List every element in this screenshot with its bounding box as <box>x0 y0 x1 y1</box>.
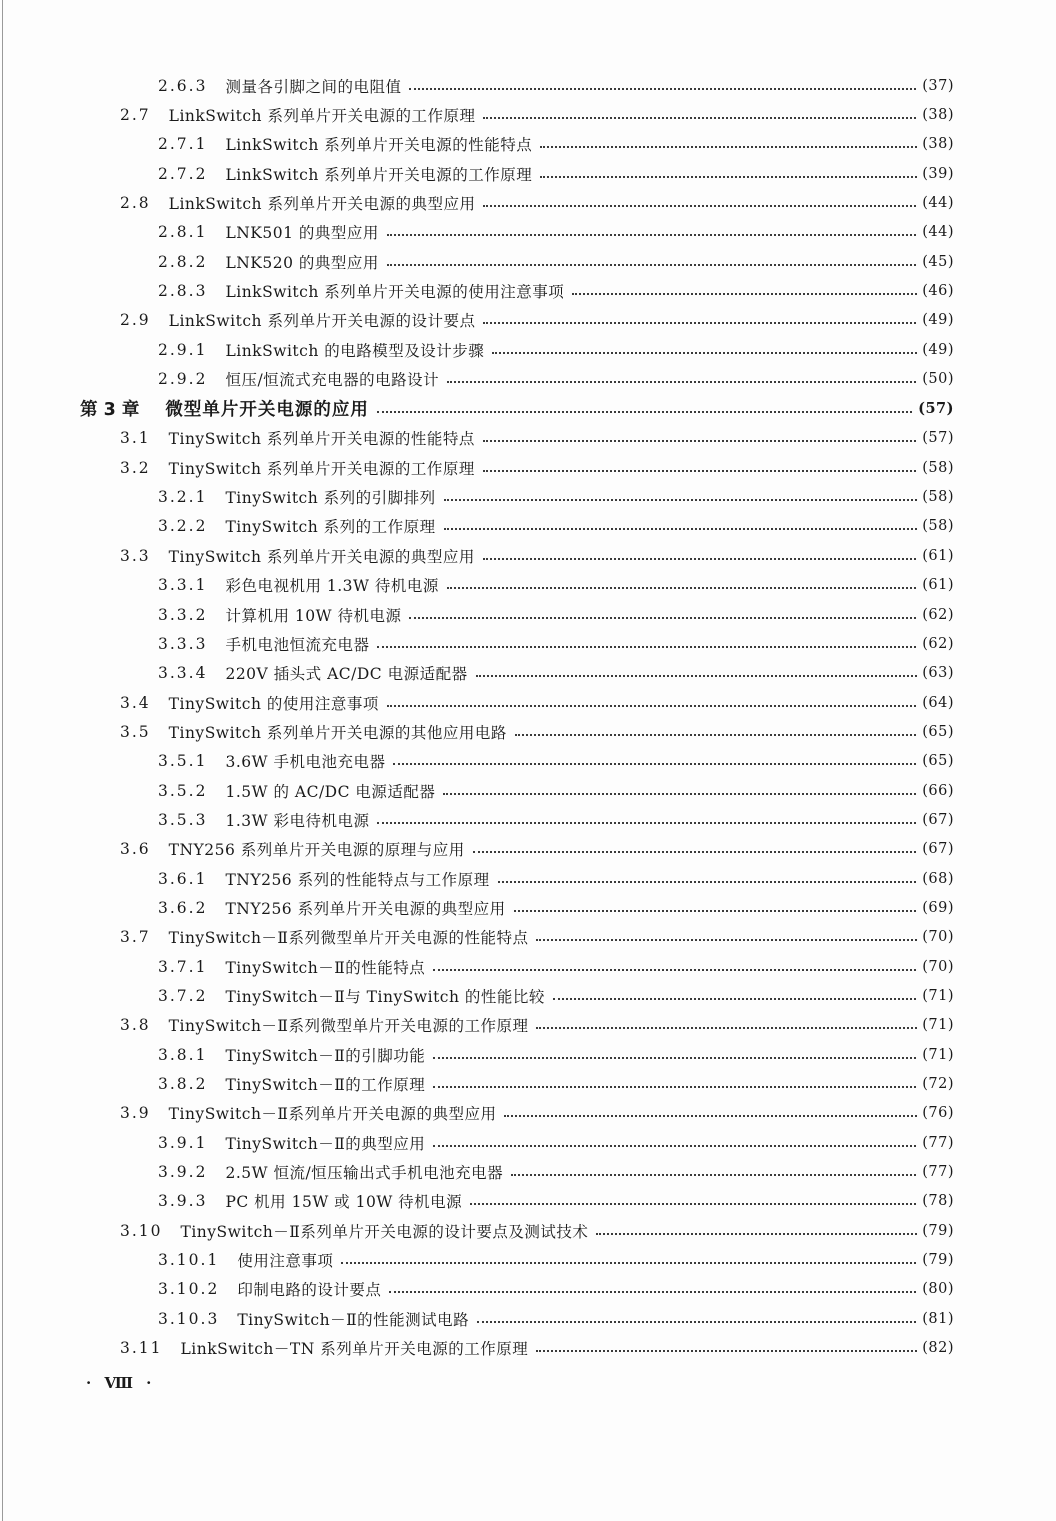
page-number-footer: · Ⅷ · <box>86 1374 156 1392</box>
toc-entry-number: 2.8.3 <box>158 282 208 301</box>
toc-entry-row[interactable] <box>0 1040 1056 1069</box>
toc-page-number: (49) <box>918 312 954 328</box>
toc-dot-leader <box>377 820 948 824</box>
toc-entry-number: 3.1 <box>120 429 151 448</box>
toc-dot-leader <box>492 350 948 354</box>
toc-dot-leader <box>393 761 948 765</box>
toc-dot-leader <box>536 1025 948 1029</box>
toc-entry-title: TinySwitch 系列的工作原理 <box>225 518 436 537</box>
toc-page-number: (37) <box>918 78 954 94</box>
toc-entry-number: 2.6.3 <box>158 76 208 95</box>
toc-entry-row[interactable] <box>0 952 1056 981</box>
toc-page-number: (58) <box>918 489 954 505</box>
toc-dot-leader <box>433 1143 948 1147</box>
toc-entry-title: TinySwitch－Ⅱ的性能特点 <box>225 958 426 977</box>
toc-entry-title: TinySwitch－Ⅱ的性能测试电路 <box>237 1310 470 1329</box>
toc-dot-leader <box>536 937 948 941</box>
toc-dot-leader <box>387 262 948 266</box>
toc-dot-leader <box>483 468 948 472</box>
toc-page-number: (38) <box>918 136 954 152</box>
toc-entry-number: 3.9.2 <box>158 1163 208 1182</box>
toc-entry-row[interactable] <box>0 805 1056 834</box>
toc-entry-row[interactable] <box>0 71 1056 100</box>
toc-entry-row[interactable] <box>0 453 1056 482</box>
toc-entry-row[interactable] <box>0 1304 1056 1333</box>
toc-page-number: (79) <box>918 1252 954 1268</box>
toc-entry-title: LNK501 的典型应用 <box>225 224 379 243</box>
toc-entry-row[interactable] <box>0 100 1056 129</box>
toc-page-number: (57) <box>918 430 954 446</box>
toc-entry-number: 3.8 <box>120 1016 151 1035</box>
toc-page-number: (58) <box>918 518 954 534</box>
toc-entry-number: 第 3 章 <box>80 400 140 421</box>
toc-entry-row[interactable] <box>0 218 1056 247</box>
toc-dot-leader <box>498 879 948 883</box>
toc-entry-row[interactable] <box>0 571 1056 600</box>
toc-entry-row[interactable] <box>0 629 1056 658</box>
toc-entry-number: 3.2 <box>120 458 151 477</box>
toc-page-number: (67) <box>918 812 954 828</box>
toc-dot-leader <box>483 438 948 442</box>
toc-dot-leader <box>515 732 948 736</box>
toc-entry-number: 2.7 <box>120 106 151 125</box>
toc-entry-title: 1.5W 的 AC/DC 电源适配器 <box>225 782 436 801</box>
toc-entry-title: LinkSwitch 系列单片开关电源的工作原理 <box>168 107 476 126</box>
toc-entry-title: 3.6W 手机电池充电器 <box>225 753 386 772</box>
toc-page-number: (80) <box>918 1281 954 1297</box>
toc-page-number: (70) <box>918 929 954 945</box>
toc-dot-leader <box>443 791 948 795</box>
toc-entry-title: TNY256 系列的性能特点与工作原理 <box>225 870 490 889</box>
toc-dot-leader <box>483 556 948 560</box>
toc-entry-number: 2.8 <box>120 194 151 213</box>
toc-dot-leader <box>477 1319 948 1323</box>
toc-dot-leader <box>483 320 948 324</box>
toc-entry-row[interactable] <box>0 424 1056 453</box>
toc-page-number: (44) <box>918 224 954 240</box>
toc-dot-leader <box>572 291 948 295</box>
toc-entry-title: TinySwitch 系列单片开关电源的其他应用电路 <box>168 723 507 742</box>
toc-dot-leader <box>444 526 948 530</box>
toc-dot-leader <box>433 1084 948 1088</box>
toc-entry-number: 3.9.1 <box>158 1133 208 1152</box>
toc-page-number: (78) <box>918 1193 954 1209</box>
toc-page-number: (82) <box>918 1340 954 1356</box>
toc-entry-title: TinySwitch 系列单片开关电源的典型应用 <box>168 547 475 566</box>
toc-entry-number: 3.10.1 <box>158 1251 220 1270</box>
toc-entry-row[interactable] <box>0 747 1056 776</box>
toc-entry-title: 使用注意事项 <box>237 1252 334 1271</box>
toc-entry-row[interactable] <box>0 835 1056 864</box>
toc-entry-title: TinySwitch－Ⅱ与 TinySwitch 的性能比较 <box>225 987 545 1006</box>
toc-page-number: (58) <box>918 460 954 476</box>
toc-entry-row[interactable] <box>0 1069 1056 1098</box>
toc-entry-title: LinkSwitch－TN 系列单片开关电源的工作原理 <box>180 1340 529 1359</box>
toc-entry-number: 3.3.2 <box>158 605 208 624</box>
toc-entry-title: 测量各引脚之间的电阻值 <box>225 77 402 96</box>
toc-dot-leader <box>377 644 948 648</box>
toc-entry-title: TinySwitch－Ⅱ系列单片开关电源的典型应用 <box>168 1105 497 1124</box>
toc-entry-title: LinkSwitch 的电路模型及设计步骤 <box>225 341 485 360</box>
toc-entry-number: 3.7.2 <box>158 986 208 1005</box>
toc-entry-row[interactable] <box>0 893 1056 922</box>
toc-dot-leader <box>433 1055 948 1059</box>
toc-entry-title: TinySwitch 的使用注意事项 <box>168 694 379 713</box>
toc-entry-row[interactable] <box>0 188 1056 217</box>
toc-entry-row[interactable] <box>0 1157 1056 1186</box>
toc-dot-leader <box>341 1260 948 1264</box>
toc-entry-row[interactable] <box>0 159 1056 188</box>
toc-entry-row[interactable] <box>0 130 1056 159</box>
toc-dot-leader <box>387 703 948 707</box>
toc-dot-leader <box>511 1172 948 1176</box>
toc-entry-number: 2.7.1 <box>158 135 208 154</box>
toc-entry-row[interactable] <box>0 1011 1056 1040</box>
toc-page-number: (62) <box>918 607 954 623</box>
toc-dot-leader <box>596 1231 948 1235</box>
toc-page-number: (65) <box>918 753 954 769</box>
toc-entry-row[interactable] <box>0 717 1056 746</box>
toc-entry-row[interactable] <box>0 364 1056 393</box>
toc-entry-number: 2.7.2 <box>158 164 208 183</box>
toc-entry-number: 3.7 <box>120 928 151 947</box>
toc-entry-title: TinySwitch 系列单片开关电源的性能特点 <box>168 430 475 449</box>
toc-entry-number: 2.9.2 <box>158 370 208 389</box>
toc-page-number: (61) <box>918 548 954 564</box>
toc-entry-row[interactable] <box>0 306 1056 335</box>
toc-entry-number: 3.11 <box>120 1339 163 1358</box>
toc-dot-leader <box>483 203 948 207</box>
toc-entry-number: 3.8.1 <box>158 1045 208 1064</box>
toc-entry-title: LNK520 的典型应用 <box>225 253 379 272</box>
toc-entry-title: LinkSwitch 系列单片开关电源的使用注意事项 <box>225 283 565 302</box>
toc-page-number: (72) <box>918 1076 954 1092</box>
toc-entry-number: 3.5.2 <box>158 781 208 800</box>
toc-entry-title: TNY256 系列单片开关电源的原理与应用 <box>168 841 465 860</box>
toc-entry-title: 1.3W 彩电待机电源 <box>225 811 370 830</box>
toc-entry-number: 3.9.3 <box>158 1192 208 1211</box>
toc-entry-row[interactable] <box>0 1216 1056 1245</box>
toc-entry-title: TinySwitch－Ⅱ系列单片开关电源的设计要点及测试技术 <box>180 1222 589 1241</box>
toc-entry-number: 3.10.2 <box>158 1280 220 1299</box>
toc-entry-title: PC 机用 15W 或 10W 待机电源 <box>225 1193 463 1212</box>
toc-page-number: (69) <box>918 900 954 916</box>
toc-entry-number: 3.3.4 <box>158 664 208 683</box>
toc-page-number: (57) <box>914 400 954 417</box>
toc-entry-row[interactable] <box>0 512 1056 541</box>
toc-entry-row[interactable] <box>0 923 1056 952</box>
toc-entry-number: 3.5.3 <box>158 810 208 829</box>
toc-entry-row[interactable] <box>0 1333 1056 1362</box>
toc-entry-number: 2.9.1 <box>158 340 208 359</box>
toc-entry-number: 3.4 <box>120 693 151 712</box>
toc-dot-leader <box>514 908 948 912</box>
toc-entry-row[interactable] <box>0 688 1056 717</box>
toc-entry-number: 3.6.2 <box>158 898 208 917</box>
toc-entry-title: 恒压/恒流式充电器的电路设计 <box>225 371 440 390</box>
toc-entry-title: TinySwitch－Ⅱ系列微型单片开关电源的工作原理 <box>168 1017 529 1036</box>
toc-entry-number: 3.3.1 <box>158 576 208 595</box>
toc-page-number: (77) <box>918 1135 954 1151</box>
toc-page-number: (44) <box>918 195 954 211</box>
toc-entry-row[interactable] <box>0 659 1056 688</box>
toc-entry-title: 2.5W 恒流/恒压输出式手机电池充电器 <box>225 1164 504 1183</box>
toc-page-number: (71) <box>918 1017 954 1033</box>
toc-entry-title: LinkSwitch 系列单片开关电源的设计要点 <box>168 312 476 331</box>
toc-entry-title: 220V 插头式 AC/DC 电源适配器 <box>225 665 468 684</box>
toc-dot-leader <box>483 115 948 119</box>
toc-page-number: (62) <box>918 636 954 652</box>
toc-entry-row[interactable] <box>0 1245 1056 1274</box>
toc-page-number: (67) <box>918 841 954 857</box>
toc-dot-leader <box>473 849 948 853</box>
toc-entry-number: 3.7.1 <box>158 957 208 976</box>
toc-dot-leader <box>447 379 948 383</box>
toc-dot-leader <box>433 967 948 971</box>
toc-page-number: (39) <box>918 166 954 182</box>
toc-entry-row[interactable] <box>0 1275 1056 1304</box>
toc-entry-title: TNY256 系列单片开关电源的典型应用 <box>225 899 506 918</box>
toc-entry-number: 3.10 <box>120 1221 163 1240</box>
toc-entry-title: LinkSwitch 系列单片开关电源的工作原理 <box>225 165 533 184</box>
toc-entry-number: 3.3 <box>120 546 151 565</box>
toc-entry-number: 3.5.1 <box>158 752 208 771</box>
toc-page-number: (76) <box>918 1105 954 1121</box>
toc-page-number: (38) <box>918 107 954 123</box>
toc-entry-number: 2.8.1 <box>158 223 208 242</box>
toc-entry-row[interactable] <box>0 864 1056 893</box>
toc-entry-title: 印制电路的设计要点 <box>237 1281 382 1300</box>
toc-entry-title: TinySwitch－Ⅱ的典型应用 <box>225 1134 426 1153</box>
toc-page-number: (66) <box>918 783 954 799</box>
toc-page-number: (71) <box>918 988 954 1004</box>
toc-page-number: (79) <box>918 1223 954 1239</box>
toc-dot-leader <box>540 174 948 178</box>
toc-dot-leader <box>377 409 948 413</box>
toc-page-number: (45) <box>918 254 954 270</box>
toc-entry-number: 3.5 <box>120 722 151 741</box>
toc-page-number: (61) <box>918 577 954 593</box>
toc-entry-number: 3.2.1 <box>158 488 208 507</box>
toc-dot-leader <box>444 497 948 501</box>
toc-entry-row[interactable] <box>0 1128 1056 1157</box>
toc-entry-row[interactable] <box>0 600 1056 629</box>
toc-dot-leader <box>387 232 948 236</box>
toc-entry-number: 3.2.2 <box>158 517 208 536</box>
toc-entry-title: 手机电池恒流充电器 <box>225 635 370 654</box>
toc-dot-leader <box>409 86 948 90</box>
toc-entry-row[interactable] <box>0 276 1056 305</box>
toc-entry-row[interactable] <box>0 335 1056 364</box>
toc-page-number: (49) <box>918 342 954 358</box>
toc-entry-title: LinkSwitch 系列单片开关电源的性能特点 <box>225 136 533 155</box>
toc-dot-leader <box>476 673 948 677</box>
toc-entry-row[interactable] <box>0 1187 1056 1216</box>
toc-entry-title: 彩色电视机用 1.3W 待机电源 <box>225 577 439 596</box>
toc-entry-row[interactable] <box>0 541 1056 570</box>
toc-chapter-row[interactable] <box>0 394 1056 424</box>
toc-dot-leader <box>470 1201 948 1205</box>
toc-entry-number: 2.8.2 <box>158 252 208 271</box>
toc-dot-leader <box>447 585 948 589</box>
toc-page-number: (68) <box>918 871 954 887</box>
toc-entry-number: 3.10.3 <box>158 1309 220 1328</box>
toc-page-number: (65) <box>918 724 954 740</box>
toc-page-number: (71) <box>918 1047 954 1063</box>
toc-entry-row[interactable] <box>0 981 1056 1010</box>
toc-entry-title: TinySwitch－Ⅱ的引脚功能 <box>225 1046 426 1065</box>
toc-page-number: (77) <box>918 1164 954 1180</box>
toc-entry-row[interactable] <box>0 247 1056 276</box>
toc-entry-title: TinySwitch－Ⅱ的工作原理 <box>225 1076 426 1095</box>
toc-page-number: (46) <box>918 283 954 299</box>
toc-dot-leader <box>389 1289 948 1293</box>
toc-entry-row[interactable] <box>0 1099 1056 1128</box>
toc-entry-number: 3.6 <box>120 840 151 859</box>
toc-dot-leader <box>409 615 948 619</box>
toc-entry-title: LinkSwitch 系列单片开关电源的典型应用 <box>168 195 476 214</box>
toc-entry-number: 3.6.1 <box>158 869 208 888</box>
toc-entry-title: TinySwitch 系列单片开关电源的工作原理 <box>168 459 475 478</box>
toc-entry-title: 微型单片开关电源的应用 <box>165 400 369 421</box>
toc-page-number: (50) <box>918 371 954 387</box>
toc-page-number: (81) <box>918 1311 954 1327</box>
toc-page-number: (63) <box>918 665 954 681</box>
toc-entry-number: 3.9 <box>120 1104 151 1123</box>
toc-dot-leader <box>504 1113 948 1117</box>
toc-dot-leader <box>553 996 948 1000</box>
toc-page-number: (64) <box>918 695 954 711</box>
toc-entry-number: 3.3.3 <box>158 634 208 653</box>
toc-entry-title: TinySwitch－Ⅱ系列微型单片开关电源的性能特点 <box>168 929 529 948</box>
toc-entry-number: 3.8.2 <box>158 1075 208 1094</box>
toc-entry-title: TinySwitch 系列的引脚排列 <box>225 489 436 508</box>
toc-dot-leader <box>536 1348 948 1352</box>
toc-entry-number: 2.9 <box>120 311 151 330</box>
toc-entry-title: 计算机用 10W 待机电源 <box>225 606 402 625</box>
toc-entry-row[interactable] <box>0 482 1056 511</box>
toc-page-number: (70) <box>918 959 954 975</box>
toc-dot-leader <box>540 144 948 148</box>
table-of-contents <box>0 71 1056 1363</box>
toc-entry-row[interactable] <box>0 776 1056 805</box>
